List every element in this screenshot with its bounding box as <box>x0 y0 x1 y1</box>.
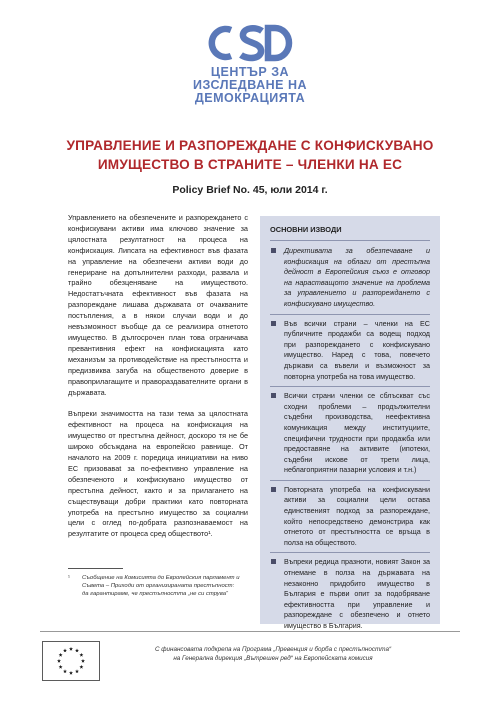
key-finding-divider <box>270 480 430 481</box>
footnote-text: Съобщение на Комисията до Европейския парламент и Съвета – Приходи от организираната престъпност: да гарантираме, че престъпността „не си струва“ <box>82 575 240 598</box>
square-bullet-icon <box>271 487 276 492</box>
funding-note <box>108 645 438 663</box>
key-finding-text: Всички страни членки се сблъскват със сходни проблеми – продължителни съдебни производства, неефективна комуникация между институциите, специфични трудности при продажба или предоставяне на активите (ипотеки, съдебни искове от трети лица, неблагоприятни пазарни условия и т.н.) <box>284 391 430 475</box>
key-finding-text: Въпреки редица празноти, новият Закон за отнемане в полза на държавата на незаконно придобито имущество в България е първи опит за подобряване ефективността при управление и разпореждане с обезпечено и отнето имущество в България. <box>284 557 430 630</box>
square-bullet-icon <box>271 393 276 398</box>
square-bullet-icon <box>271 321 276 326</box>
square-bullet-icon <box>271 248 276 253</box>
key-finding-item <box>260 391 440 476</box>
logo-line: ДЕМОКРАЦИЯТА <box>194 91 306 105</box>
body-paragraph: Въпреки значимостта на тази тема за цялостната ефективност на процеса на конфискация на имущество от престъпна дейност, доскоро тя не бе широко обсъждана на европейско равнище. От началото на 2009 г. поредица инициативи на ниво ЕС призоваваt за по-ефективно управление на обезпеченото и конфискувано имущество от престъпна дейност, както и за прилагането на съществуващи добри практики като повторната употреба на престъпно имущество за социални цели с оглед по-добрата разпознаваемост на резултатите от процеса сред обществото¹. <box>68 409 248 539</box>
csd-logo-icon <box>205 22 295 64</box>
policy-brief-subtitle: Policy Brief No. 45, юли 2014 г. <box>172 184 328 196</box>
footer-divider <box>40 631 460 632</box>
footnote <box>68 574 248 599</box>
key-finding-text: Повторната употреба на конфискувани активи за социални цели остава единственият подход за разпореждане, който непосредствено демонстрира как отнетото от престъпността се връща в полза на обществото. <box>284 484 430 547</box>
title-line: УПРАВЛЕНИЕ И РАЗПОРЕЖДАНЕ С КОНФИСКУВАНО <box>66 138 434 153</box>
key-finding-item <box>260 557 440 631</box>
key-finding-divider <box>270 552 430 553</box>
logo-line: ЦЕНТЪР ЗА <box>210 65 290 79</box>
key-finding-text: Във всички страни – членки на ЕС публичните продажби са водещ подход при разпореждането с конфискувано имущество. Наред с това, повечето държави са въвели и възможност за повторна употреба на това имущество. <box>284 318 430 381</box>
csd-logo <box>0 22 500 105</box>
body-paragraph: Управлението на обезпечените и разпореждането с конфискувани активи има ключово значение за цялостната резултатност на процеса на конфискация. Липсата на ефективност във фазата на управление на обезпечени активи води до генериране на допълнителни разходи, развала и трайно обезценяване на имуществото. Недостатъчната ефективност във фазата на разпореждане лишава държавата от очакваните постъпления, а в някои случаи води и до невъзможност въобще да се реализира отнетото имущество. В дългосрочен план това ограничава превантивния ефект на конфискацията като механизъм за противодействие на престъпността и предизвиква загуба на общественото доверие в правоприлагащите и правораздавателните органи в държавата. <box>68 213 248 397</box>
key-finding-item <box>260 485 440 549</box>
key-findings-list <box>260 246 440 632</box>
key-finding-item <box>260 319 440 383</box>
key-findings-heading: ОСНОВНИ ИЗВОДИ <box>270 225 342 234</box>
eu-flag-icon <box>42 641 100 686</box>
footnote-number: ¹ <box>68 575 70 581</box>
square-bullet-icon <box>271 559 276 564</box>
title-line: ИМУЩЕСТВО В СТРАНИТЕ – ЧЛЕНКИ НА ЕС <box>97 157 403 172</box>
funding-line: С финансовата подкрепа на Програма „Превенция и борба с престъпността“ <box>154 646 392 653</box>
logo-text <box>0 66 500 105</box>
key-finding-text: Директивата за обезпечаване и конфискация на облаги от престъпна дейност в Европейския съюз е отговор на нарастващото значение на проблема за управлението и разпореждането с конфискувано имущество. <box>284 246 430 308</box>
key-finding-item <box>260 246 440 310</box>
footnote-divider <box>68 568 123 569</box>
key-findings-divider <box>270 240 430 241</box>
logo-line: ИЗСЛЕДВАНЕ НА <box>192 78 308 92</box>
key-findings-box <box>260 216 440 630</box>
key-finding-divider <box>270 314 430 315</box>
key-finding-divider <box>270 386 430 387</box>
funding-line: на Генерална дирекция „Вътрешен ред“ на Европейската комисия <box>173 655 373 662</box>
document-title <box>40 136 460 174</box>
body-text <box>68 213 248 551</box>
